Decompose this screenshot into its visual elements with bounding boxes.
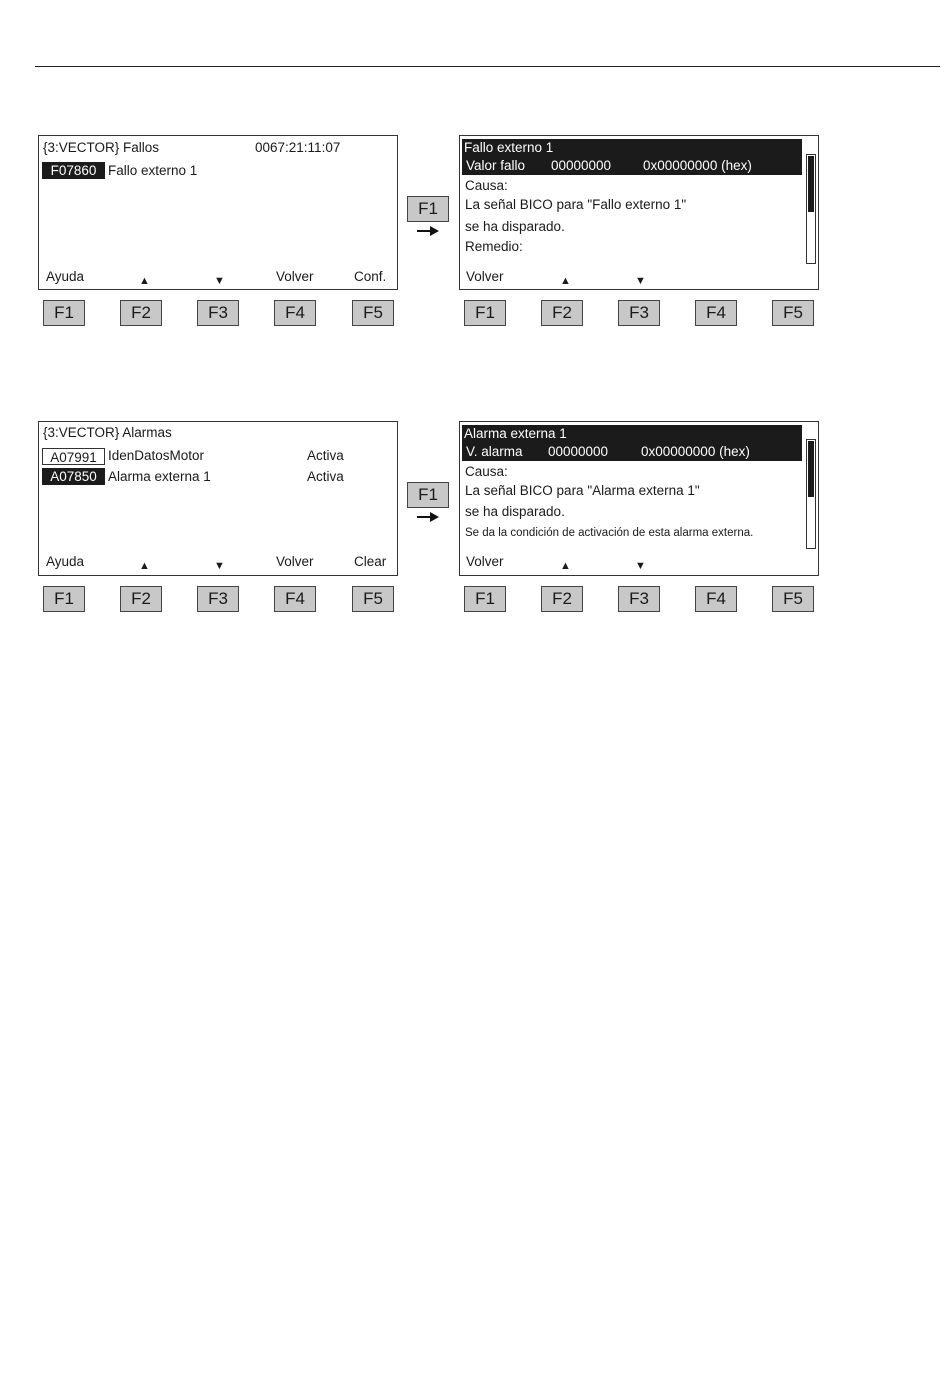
f2-key[interactable]: F2 (120, 586, 162, 612)
fallos-screen (38, 135, 398, 290)
scrollbar-thumb[interactable] (808, 441, 814, 497)
detail-line: Se da la condición de activación de esta alarma externa. (465, 527, 754, 539)
timestamp: 0067:21:11:07 (255, 140, 341, 155)
alarm-status: Activa (307, 448, 344, 463)
f5-key[interactable]: F5 (772, 300, 814, 326)
value-dec: 00000000 (551, 158, 612, 173)
f3-key[interactable]: F3 (618, 586, 660, 612)
alarm-status: Activa (307, 469, 344, 484)
fault-id-selected[interactable]: F07860 (42, 162, 105, 179)
detail-line: Causa: (465, 178, 508, 193)
up-triangle-icon: ▲ (560, 560, 571, 572)
f2-key[interactable]: F2 (541, 300, 583, 326)
f2-key[interactable]: F2 (541, 586, 583, 612)
f4-key[interactable]: F4 (695, 300, 737, 326)
softkey-label-f1: Volver (466, 269, 504, 284)
down-triangle-icon: ▼ (635, 275, 646, 287)
detail-line: se ha disparado. (465, 504, 565, 519)
value-hex: 0x00000000 (hex) (643, 158, 752, 173)
f1-key[interactable]: F1 (464, 300, 506, 326)
value-label: Valor fallo (466, 158, 526, 173)
down-triangle-icon: ▼ (635, 560, 646, 572)
detail-title-bar (462, 425, 802, 443)
top-rule (35, 66, 940, 67)
detail-line: se ha disparado. (465, 219, 565, 234)
fault-text[interactable]: Fallo externo 1 (108, 163, 198, 178)
alarm-text[interactable]: IdenDatosMotor (108, 448, 205, 463)
f5-key[interactable]: F5 (772, 586, 814, 612)
f3-key[interactable]: F3 (197, 586, 239, 612)
detail-title: Fallo externo 1 (464, 140, 554, 155)
alarm-id-selected[interactable]: A07850 (42, 468, 105, 485)
softkey-label-f5: Conf. (354, 269, 387, 284)
right-arrow-icon (416, 511, 440, 523)
right-arrow-icon (416, 225, 440, 237)
scrollbar[interactable] (806, 154, 816, 264)
f1-key[interactable]: F1 (43, 586, 85, 612)
transition-f1-key[interactable]: F1 (407, 482, 449, 508)
value-bar (462, 157, 802, 175)
up-triangle-icon: ▲ (139, 560, 150, 572)
softkey-label-f4: Volver (276, 269, 314, 284)
alarma-detail-screen (459, 421, 819, 576)
softkey-label-f5: Clear (354, 554, 387, 569)
f5-key[interactable]: F5 (352, 300, 394, 326)
softkey-label-f1: Ayuda (46, 269, 85, 284)
up-triangle-icon: ▲ (560, 275, 571, 287)
detail-line: Causa: (465, 464, 508, 479)
f2-key[interactable]: F2 (120, 300, 162, 326)
softkey-label-f1: Ayuda (46, 554, 85, 569)
value-dec: 00000000 (548, 444, 609, 459)
value-label: V. alarma (466, 444, 523, 459)
fallo-detail-screen (459, 135, 819, 290)
transition-f1-key[interactable]: F1 (407, 196, 449, 222)
scrollbar[interactable] (806, 439, 816, 549)
screen-title: {3:VECTOR} Alarmas (43, 425, 172, 440)
value-bar (462, 443, 802, 461)
alarm-id[interactable]: A07991 (42, 448, 105, 465)
alarmas-screen (38, 421, 398, 576)
f1-key[interactable]: F1 (464, 586, 506, 612)
screen-title: {3:VECTOR} Fallos (43, 140, 160, 155)
softkey-label-f4: Volver (276, 554, 314, 569)
f4-key[interactable]: F4 (695, 586, 737, 612)
detail-line: Remedio: (465, 239, 523, 254)
softkey-label-f1: Volver (466, 554, 504, 569)
detail-line: La señal BICO para "Fallo externo 1" (465, 197, 687, 212)
up-triangle-icon: ▲ (139, 275, 150, 287)
f4-key[interactable]: F4 (274, 300, 316, 326)
detail-line: La señal BICO para "Alarma externa 1" (465, 483, 700, 498)
value-hex: 0x00000000 (hex) (641, 444, 750, 459)
down-triangle-icon: ▼ (214, 275, 225, 287)
detail-title: Alarma externa 1 (464, 426, 567, 441)
down-triangle-icon: ▼ (214, 560, 225, 572)
scrollbar-thumb[interactable] (808, 156, 814, 212)
detail-title-bar (462, 139, 802, 157)
f1-key[interactable]: F1 (43, 300, 85, 326)
f4-key[interactable]: F4 (274, 586, 316, 612)
f3-key[interactable]: F3 (197, 300, 239, 326)
alarm-text[interactable]: Alarma externa 1 (108, 469, 211, 484)
f5-key[interactable]: F5 (352, 586, 394, 612)
f3-key[interactable]: F3 (618, 300, 660, 326)
